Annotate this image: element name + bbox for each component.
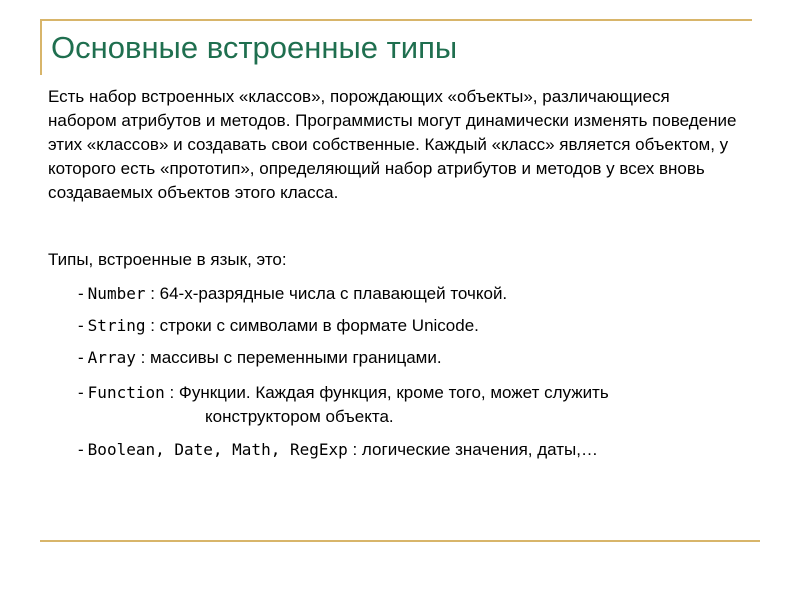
types-lead: Типы, встроенные в язык, это: bbox=[48, 250, 287, 269]
list-item-number bbox=[78, 282, 507, 306]
list-item-string bbox=[78, 314, 479, 338]
type-description: : 64-х-разрядные числа с плавающей точкой. bbox=[145, 284, 508, 303]
list-dash: - bbox=[78, 316, 84, 335]
type-name: Boolean, Date, Math, RegExp bbox=[87, 440, 348, 459]
type-name: Number bbox=[87, 284, 146, 303]
list-item-other-types bbox=[78, 438, 598, 462]
type-description-continuation: конструктором объекта. bbox=[205, 407, 394, 426]
list-dash: - bbox=[78, 284, 84, 303]
list-item-function bbox=[78, 381, 609, 426]
type-description: : массивы с переменными границами. bbox=[135, 348, 442, 367]
list-dash: - bbox=[78, 383, 84, 402]
left-rule bbox=[40, 19, 42, 75]
list-dash: - bbox=[78, 348, 84, 367]
type-description: : строки с символами в формате Unicode. bbox=[145, 316, 479, 335]
type-name: String bbox=[87, 316, 146, 335]
list-item-array bbox=[78, 346, 442, 370]
slide-title: Основные встроенные типы bbox=[51, 30, 458, 65]
type-description: : Функции. Каждая функция, кроме того, может служить bbox=[164, 383, 609, 402]
type-name: Function bbox=[87, 383, 165, 402]
list-dash: - bbox=[78, 440, 84, 459]
type-description: : логические значения, даты,… bbox=[347, 440, 598, 459]
type-name: Array bbox=[87, 348, 136, 367]
bottom-rule bbox=[40, 540, 760, 542]
top-rule bbox=[40, 19, 752, 21]
intro-paragraph: Есть набор встроенных «классов», порождающих «объекты», различающиеся набором атрибутов и методов. Программисты могут динамически изменять поведение этих «классов» и создавать свои собственные. Каждый «класс» является объектом, у которого есть «прототип», определяющий набор атрибутов и методов у всех вновь создаваемых объектов этого класса. bbox=[48, 87, 737, 202]
